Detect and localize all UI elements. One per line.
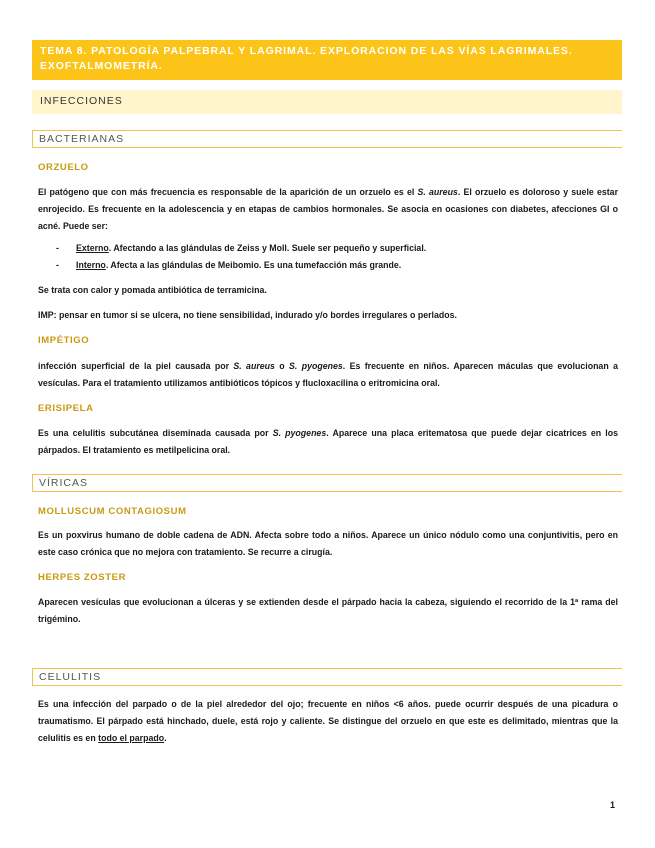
text-span: . Es frecuente en niños. Aparecen máculas que evolucionan a vesículas. Para el tratamiento utilizamos antibióticos tópicos y flucloxacilina o eritromicina oral. xyxy=(38,361,618,388)
list-term: Externo xyxy=(76,243,109,253)
subheading-herpes: HERPES ZOSTER xyxy=(38,572,127,583)
underlined-text: todo el parpado xyxy=(98,733,165,743)
text-span: Es una celulitis subcutánea diseminada causada por xyxy=(38,428,273,438)
text-span: o xyxy=(274,361,290,371)
species-name: S. aureus xyxy=(233,361,275,371)
subheading-erisipela: ERISIPELA xyxy=(38,403,94,414)
text-span: Es una infección del parpado o de la piel alrededor del ojo; frecuente en niños <6 años. puede ocurrir después de una picadura o traumatismo. El párpado está hinchado, duele, está rojo y caliente. Se distingue del orzuelo en que este es delimitado, mientras que la celulitis es en xyxy=(38,699,618,743)
text-span: . Aparece una placa eritematosa que puede dejar cicatrices en los párpados. El tratamiento es metilpelicina oral. xyxy=(38,428,619,455)
orzuelo-imp: IMP: pensar en tumor si se ulcera, no tiene sensibilidad, indurado y/o bordes irregulares o perlados. xyxy=(38,310,457,320)
text-span: El patógeno que con más frecuencia es responsable de la aparición de un orzuelo es el xyxy=(38,187,418,197)
section-infecciones: INFECCIONES xyxy=(32,90,622,114)
herpes-paragraph: Aparecen vesículas que evolucionan a úlceras y se extienden desde el párpado hacia la cabeza, siguiendo el recorrido de la 1ª rama del trigémino. xyxy=(38,597,618,624)
erisipela-paragraph xyxy=(38,425,618,459)
page-number: 1 xyxy=(610,800,616,810)
heading-celulitis: CELULITIS xyxy=(32,668,622,686)
heading-viricas: VÍRICAS xyxy=(32,474,622,492)
species-name: S. pyogenes xyxy=(272,428,327,438)
celulitis-paragraph xyxy=(38,696,618,747)
impetigo-paragraph xyxy=(38,358,618,392)
orzuelo-treatment: Se trata con calor y pomada antibiótica de terramicina. xyxy=(38,285,267,295)
bullet-dash: - xyxy=(56,243,59,253)
bullet-dash: - xyxy=(56,260,59,270)
text-span: . xyxy=(164,733,167,743)
title-line-2: EXOFTALMOMETRÍA. xyxy=(40,60,163,72)
subheading-orzuelo: ORZUELO xyxy=(38,162,89,173)
orzuelo-paragraph xyxy=(38,184,618,235)
document-title xyxy=(32,40,622,80)
text-span: . El orzuelo es doloroso y suele estar enrojecido. Es frecuente en la adolescencia y en etapas de cambios hormonales. Se asocia en ocasiones con diabetes, afecciones GI o acné. Puede ser: xyxy=(38,187,619,231)
molluscum-paragraph: Es un poxvirus humano de doble cadena de ADN. Afecta sobre todo a niños. Aparece un único nódulo como una conjuntivitis, pero en este caso crónica que no mejora con tratamiento. Se recurre a cirugía. xyxy=(38,530,618,557)
species-name: S. aureus xyxy=(417,187,458,197)
species-name: S. pyogenes xyxy=(289,361,343,371)
list-text: . Afecta a las glándulas de Meibomio. Es una tumefacción más grande. xyxy=(105,260,402,270)
list-term: Interno xyxy=(76,260,106,270)
list-text: . Afectando a las glándulas de Zeiss y Moll. Suele ser pequeño y superficial. xyxy=(108,243,427,253)
title-line-1: TEMA 8. PATOLOGÍA PALPEBRAL Y LAGRIMAL. EXPLORACION DE LAS VÍAS LAGRIMALES. xyxy=(40,45,573,57)
heading-bacterianas: BACTERIANAS xyxy=(32,130,622,148)
subheading-molluscum: MOLLUSCUM CONTAGIOSUM xyxy=(38,506,187,517)
subheading-impetigo: IMPÉTIGO xyxy=(38,335,90,346)
text-span: infección superficial de la piel causada por xyxy=(38,361,234,371)
